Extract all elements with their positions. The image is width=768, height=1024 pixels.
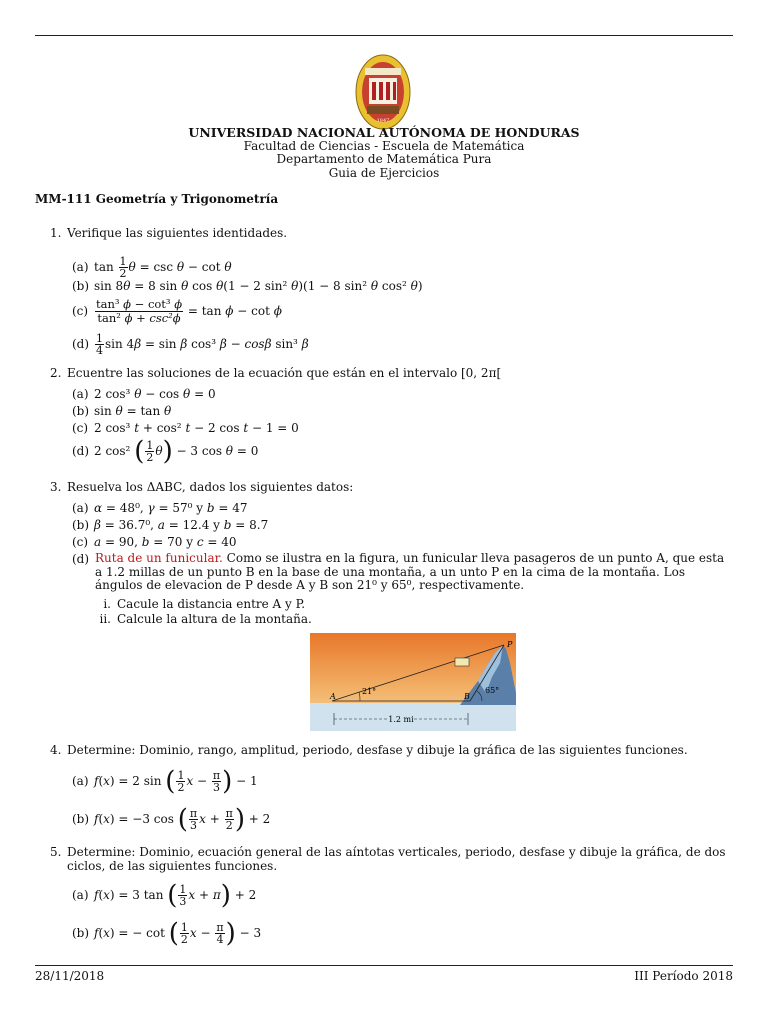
item-label: (c)	[72, 535, 89, 549]
q3-item-b: (b) β = 36.7⁰, a = 12.4 y b = 8.7	[72, 518, 269, 532]
q5-item-b: (b) f(x) = − cot ( $\frac{1}{2}$ x − $\frac{\pi}{4}$ ) − 3	[72, 918, 262, 949]
sub-label: ii.	[99, 612, 111, 626]
funicular-figure	[310, 633, 516, 731]
point-a-label: A	[330, 692, 336, 701]
item-label: (b)	[72, 812, 90, 826]
q5-item-a: (a) f(x) = 3 tan ( $\frac{1}{3}$ x + π) + 2	[72, 880, 257, 911]
angle-a-label: 21°	[362, 687, 377, 696]
q1-item-c: (c) $\frac{\text{tan³ ϕ − cot³ ϕ}}{\text{tan² ϕ + csc²ϕ}}$ = tan ϕ − cot ϕ	[72, 297, 282, 325]
item-label: (b)	[72, 404, 90, 418]
question-text: Verifique las siguientes identidades.	[67, 226, 288, 240]
item-label: (d)	[72, 552, 90, 566]
question-number: 1.	[50, 226, 62, 240]
item-label: (d)	[72, 337, 90, 351]
question-number: 3.	[50, 480, 62, 494]
question-5	[50, 845, 740, 873]
sub-text: Calcule la altura de la montaña.	[117, 612, 312, 626]
document-type: Guia de Ejercicios	[328, 165, 440, 180]
question-text: Determine: Dominio, ecuación general de las aíntotas verticales, periodo, desfase y dibuje la gráfica, de dos ciclos, de las siguientes funciones.	[67, 845, 726, 873]
item-label: (c)	[72, 421, 89, 435]
question-2	[50, 366, 501, 380]
item-label: (b)	[72, 518, 90, 532]
bottom-rule	[35, 965, 733, 966]
angle-b-label: 65°	[485, 686, 500, 695]
department-name: Departamento de Matemática Pura	[276, 152, 492, 166]
question-text: Ecuentre las soluciones de la ecuación que están en el intervalo [0, 2π[	[67, 366, 502, 380]
q3-item-d-label	[72, 552, 94, 566]
university-name: UNIVERSIDAD NACIONAL AUTÓNOMA DE HONDURAS	[188, 125, 580, 140]
item-label: (b)	[72, 926, 90, 940]
q3-item-c: (c) a = 90, b = 70 y c = 40	[72, 535, 237, 549]
question-text: Determine: Dominio, rango, amplitud, periodo, desfase y dibuje la gráfica de las siguientes funciones.	[67, 743, 688, 757]
item-label: (a)	[72, 260, 89, 274]
q4-item-a: (a) f(x) = 2 sin ( $\frac{1}{2}$ x − $\frac{\pi}{3}$ ) − 1	[72, 766, 258, 797]
q3-sub-i	[97, 597, 305, 611]
item-label: (b)	[72, 279, 90, 293]
problem-title: Ruta de un funicular.	[95, 551, 223, 565]
university-seal-logo	[355, 54, 411, 130]
q2-item-b: (b) sin θ = tan θ	[72, 404, 172, 418]
item-label: (d)	[72, 444, 90, 458]
question-number: 5.	[50, 845, 62, 859]
item-label: (a)	[72, 387, 89, 401]
q2-item-a: (a) 2 cos³ θ − cos θ = 0	[72, 387, 216, 401]
sub-text: Cacule la distancia entre A y P.	[117, 597, 306, 611]
sub-label: i.	[103, 597, 111, 611]
problem-text: Como se ilustra en la figura, un funicular lleva pasageros de un punto A, que esta a 1.2 millas de un punto B en la base de una montaña, a un unto P en la cima de la montaña. Los ángulos de elevacion de P desde A y B son 21⁰ y 65⁰, respectivamente.	[95, 551, 725, 592]
course-title: MM-111 Geometría y Trigonometría	[35, 192, 279, 206]
item-label: (a)	[72, 501, 89, 515]
distance-label: 1.2 mi	[388, 715, 414, 724]
question-text: Resuelva los ΔABC, dados los siguientes datos:	[67, 480, 354, 494]
top-rule	[35, 35, 733, 36]
question-number: 4.	[50, 743, 62, 757]
question-4	[50, 743, 688, 757]
q3-sub-ii	[97, 612, 312, 626]
item-label: (a)	[72, 774, 89, 788]
document-header	[0, 126, 768, 180]
item-label: (a)	[72, 888, 89, 902]
footer-date: 28/11/2018	[35, 969, 105, 983]
question-3	[50, 480, 353, 494]
q3-item-d-text	[95, 552, 735, 593]
q2-item-d: (d) 2 cos² ( $\frac{1}{2}$ θ) − 3 cos θ = 0	[72, 436, 259, 467]
q1-item-b: (b) sin 8θ = 8 sin θ cos θ(1 − 2 sin² θ)(1 − 8 sin² θ cos² θ)	[72, 279, 423, 293]
question-number: 2.	[50, 366, 62, 380]
logo-year: 1847	[376, 118, 390, 124]
q2-item-c: (c) 2 cos³ t + cos² t − 2 cos t − 1 = 0	[72, 421, 299, 435]
q1-item-a: (a) tan $\frac{1}{2}$ θ = csc θ − cot θ	[72, 255, 232, 280]
q3-item-a: (a) α = 48⁰, γ = 57⁰ y b = 47	[72, 501, 248, 515]
question-1	[50, 226, 287, 240]
q4-item-b: (b) f(x) = −3 cos ( $\frac{\pi}{3}$ x + $\frac{\pi}{2}$ ) + 2	[72, 804, 271, 835]
point-b-label: B	[464, 692, 470, 701]
faculty-name: Facultad de Ciencias - Escuela de Matemática	[243, 138, 525, 153]
q1-item-d: (d) $\frac{1}{4}$ sin 4β = sin β cos³ β − cosβ sin³ β	[72, 332, 309, 357]
footer-period: III Período 2018	[634, 969, 733, 983]
cable-car	[455, 658, 469, 666]
point-p-label: P	[507, 640, 513, 649]
item-label: (c)	[72, 304, 89, 318]
